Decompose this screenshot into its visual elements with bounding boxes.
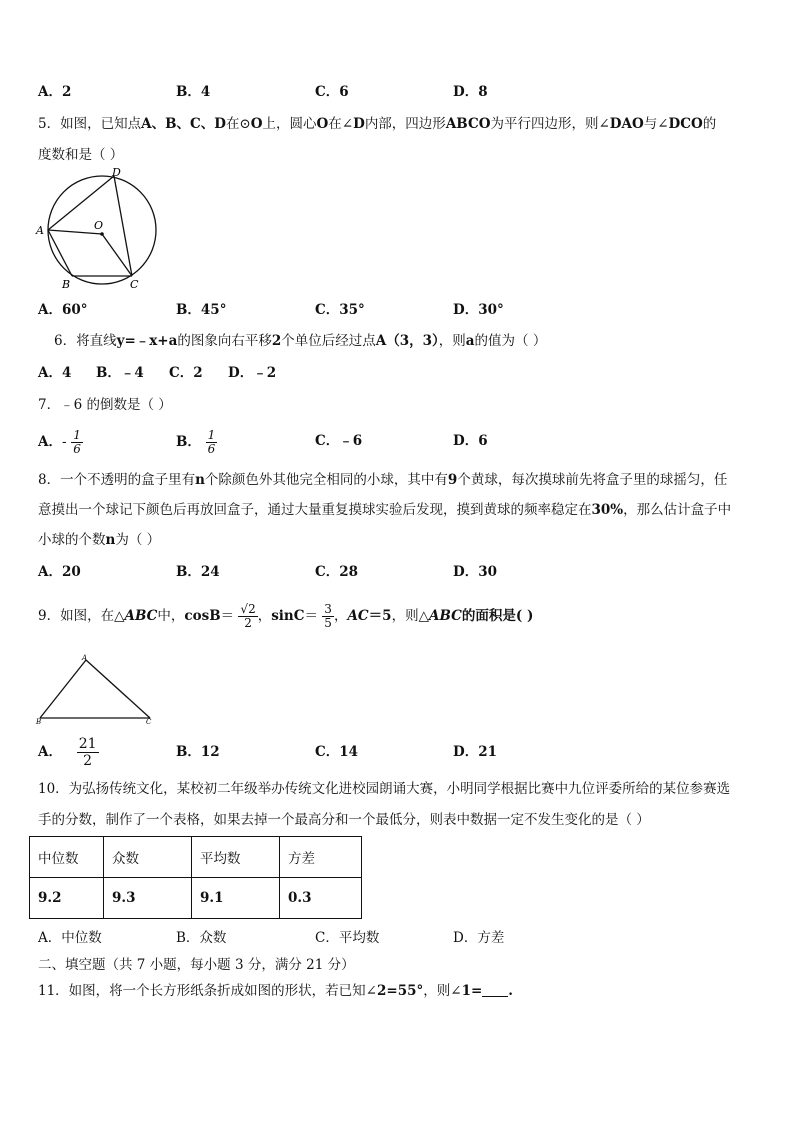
q9-question: 9．如图，在△ABC中，cosB＝ $\frac{√2}{2}$ ，sinC＝ $\frac{3}{5}$ ，AC＝5，则△ABC的面积是( ) [38, 602, 534, 630]
q8-option-a: A．20 [38, 564, 81, 580]
label-a: A [36, 224, 44, 237]
q8-option-c: C．28 [315, 564, 359, 580]
label-o: O [94, 219, 104, 232]
chord-ab [48, 230, 72, 276]
q10-option-b: B．众数 [176, 930, 227, 946]
value-median: 9.2 [30, 878, 104, 919]
q4-option-c: C．6 [315, 84, 349, 100]
q9-option-b: B．12 [176, 744, 220, 760]
q11-question: 11．如图，将一个长方形纸条折成如图的形状，若已知∠2=55°，则∠1= . [38, 983, 513, 999]
q4-option-a: A．2 [38, 84, 72, 100]
q5-option-a: A．60° [38, 302, 88, 318]
q7-option-c: C．﹣6 [315, 433, 363, 449]
segment-oc [102, 234, 132, 276]
table-row [30, 878, 362, 919]
answer-blank[interactable] [482, 982, 508, 997]
header-variance: 方差 [280, 837, 362, 878]
q5-question-line1: 5．如图，已知点A、B、C、D在⊙O上，圆心O在∠D内部，四边形ABCO为平行四边形，则∠DAO与∠DCO的 [38, 116, 717, 132]
q7-option-a: A．- $\frac{1}{6}$ [38, 428, 81, 456]
q9-option-d: D．21 [453, 744, 497, 760]
value-variance: 0.3 [280, 878, 362, 919]
q4-option-b: B．4 [176, 84, 211, 100]
q10-option-a: A．中位数 [38, 930, 102, 946]
header-mean: 平均数 [192, 837, 280, 878]
q9-triangle-figure [34, 652, 158, 726]
chord-dc [114, 176, 132, 276]
q5-option-d: D．30° [453, 302, 504, 318]
label-c: C [146, 718, 152, 726]
value-mode: 9.3 [104, 878, 192, 919]
q6-option-d: D．﹣2 [228, 365, 277, 381]
value-mean: 9.1 [192, 878, 280, 919]
label-a: A [82, 654, 88, 662]
label-c: C [130, 278, 139, 291]
q10-option-c: C．平均数 [315, 930, 380, 946]
chord-ad [48, 176, 114, 230]
table-header-row [30, 837, 362, 878]
q7-option-d: D．6 [453, 433, 488, 449]
q9-option-a: A． $\frac{21}{2}$ [38, 736, 97, 769]
q5-question-line2: 度数和是（ ） [38, 147, 124, 163]
q6-option-c: C．2 [169, 365, 203, 381]
section-heading: 二、填空题（共 7 小题，每小题 3 分，满分 21 分） [38, 957, 355, 973]
q5-option-b: B．45° [176, 302, 227, 318]
center-dot [100, 232, 104, 236]
q7-option-b: B． $\frac{1}{6}$ [176, 428, 216, 456]
q10-stats-table [29, 836, 362, 919]
q7-question: 7．﹣6 的倒数是（ ） [38, 397, 172, 413]
q8-option-d: D．30 [453, 564, 497, 580]
q4-option-d: D．8 [453, 84, 488, 100]
q8-question-line2: 意摸出一个球记下颜色后再放回盒子，通过大量重复摸球实验后发现，摸到黄球的频率稳定在30%，那么估计盒子中 [38, 502, 732, 518]
side-ac [86, 660, 150, 718]
q5-option-c: C．35° [315, 302, 365, 318]
q10-question-line1: 10．为弘扬传统文化，某校初二年级举办传统文化进校园朗诵大赛，小明同学根据比赛中九位评委所给的某位参赛选 [38, 781, 731, 797]
q6-option-a: A．4 [38, 365, 72, 381]
label-b: B [36, 718, 42, 726]
q5-circle-figure [34, 166, 164, 292]
q10-option-d: D．方差 [453, 930, 505, 946]
q6-question: 6．将直线y=﹣x+a的图象向右平移2个单位后经过点A（3，3），则a的值为（ ） [54, 333, 547, 349]
q10-question-line2: 手的分数，制作了一个表格，如果去掉一个最高分和一个最低分，则表中数据一定不发生变化的是（ ） [38, 812, 650, 828]
q8-question-line3: 小球的个数n为（ ） [38, 532, 161, 548]
label-b: B [62, 278, 71, 291]
header-median: 中位数 [30, 837, 104, 878]
side-ab [40, 660, 86, 718]
q9-option-c: C．14 [315, 744, 359, 760]
header-mode: 众数 [104, 837, 192, 878]
q8-question-line1: 8．一个不透明的盒子里有n个除颜色外其他完全相同的小球，其中有9个黄球，每次摸球前先将盒子里的球摇匀，任 [38, 472, 728, 488]
label-d: D [112, 166, 121, 179]
q6-option-b: B．﹣4 [96, 365, 144, 381]
q8-option-b: B．24 [176, 564, 220, 580]
